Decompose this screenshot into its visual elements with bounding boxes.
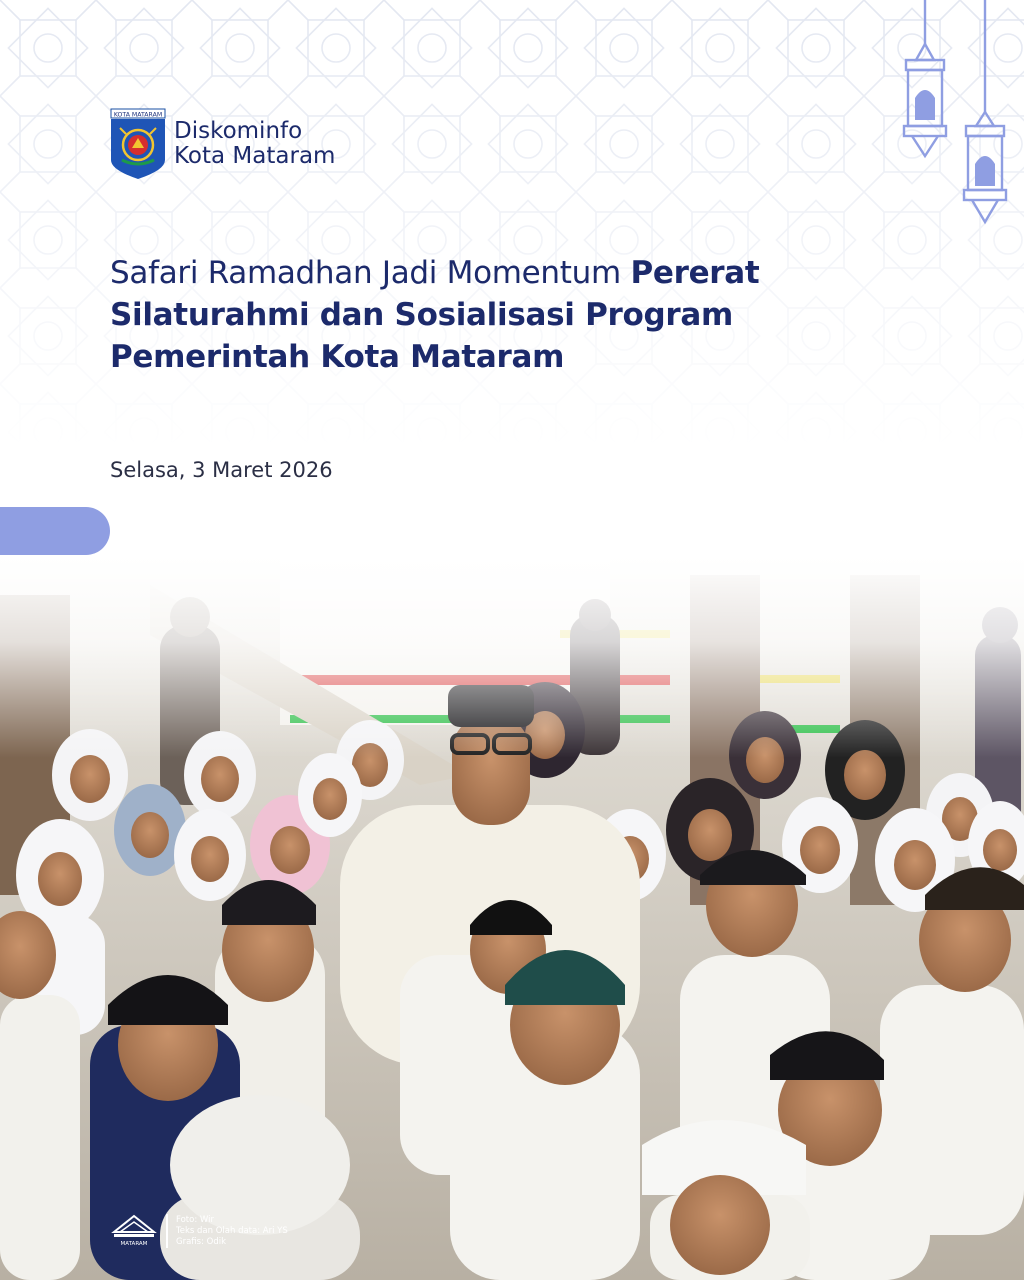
credit-graphic: Grafis: Odik xyxy=(176,1236,227,1247)
brand-name-line1: Diskominfo xyxy=(174,118,303,144)
city-emblem-label: KOTA MATARAM xyxy=(113,111,163,119)
city-emblem-logo xyxy=(110,108,166,180)
credit-text: Teks dan Olah data: Ari YS xyxy=(176,1225,288,1236)
lantern-icon xyxy=(958,0,1012,228)
credits-text xyxy=(176,1215,288,1248)
date: Selasa, 3 Maret 2026 xyxy=(110,458,333,482)
brand-name xyxy=(174,119,335,169)
credits-divider xyxy=(166,1214,168,1248)
crowd-illustration xyxy=(0,555,1024,1280)
city-mark-logo xyxy=(108,1214,160,1248)
headline-bold: Pererat Silaturahmi dan Sosialisasi Program Pemerintah Kota Mataram xyxy=(110,255,760,375)
event-photo xyxy=(0,555,1024,1280)
headline-light: Safari Ramadhan Jadi Momentum xyxy=(110,255,631,291)
brand xyxy=(110,108,335,180)
brand-name-line2: Kota Mataram xyxy=(174,143,336,169)
lantern-icon xyxy=(898,0,952,162)
city-mark-label: MATARAM xyxy=(120,1241,148,1247)
credit-photo: Foto: Wir xyxy=(176,1214,214,1225)
headline xyxy=(110,252,930,378)
photo-credits xyxy=(108,1214,288,1248)
accent-pill xyxy=(0,507,110,555)
